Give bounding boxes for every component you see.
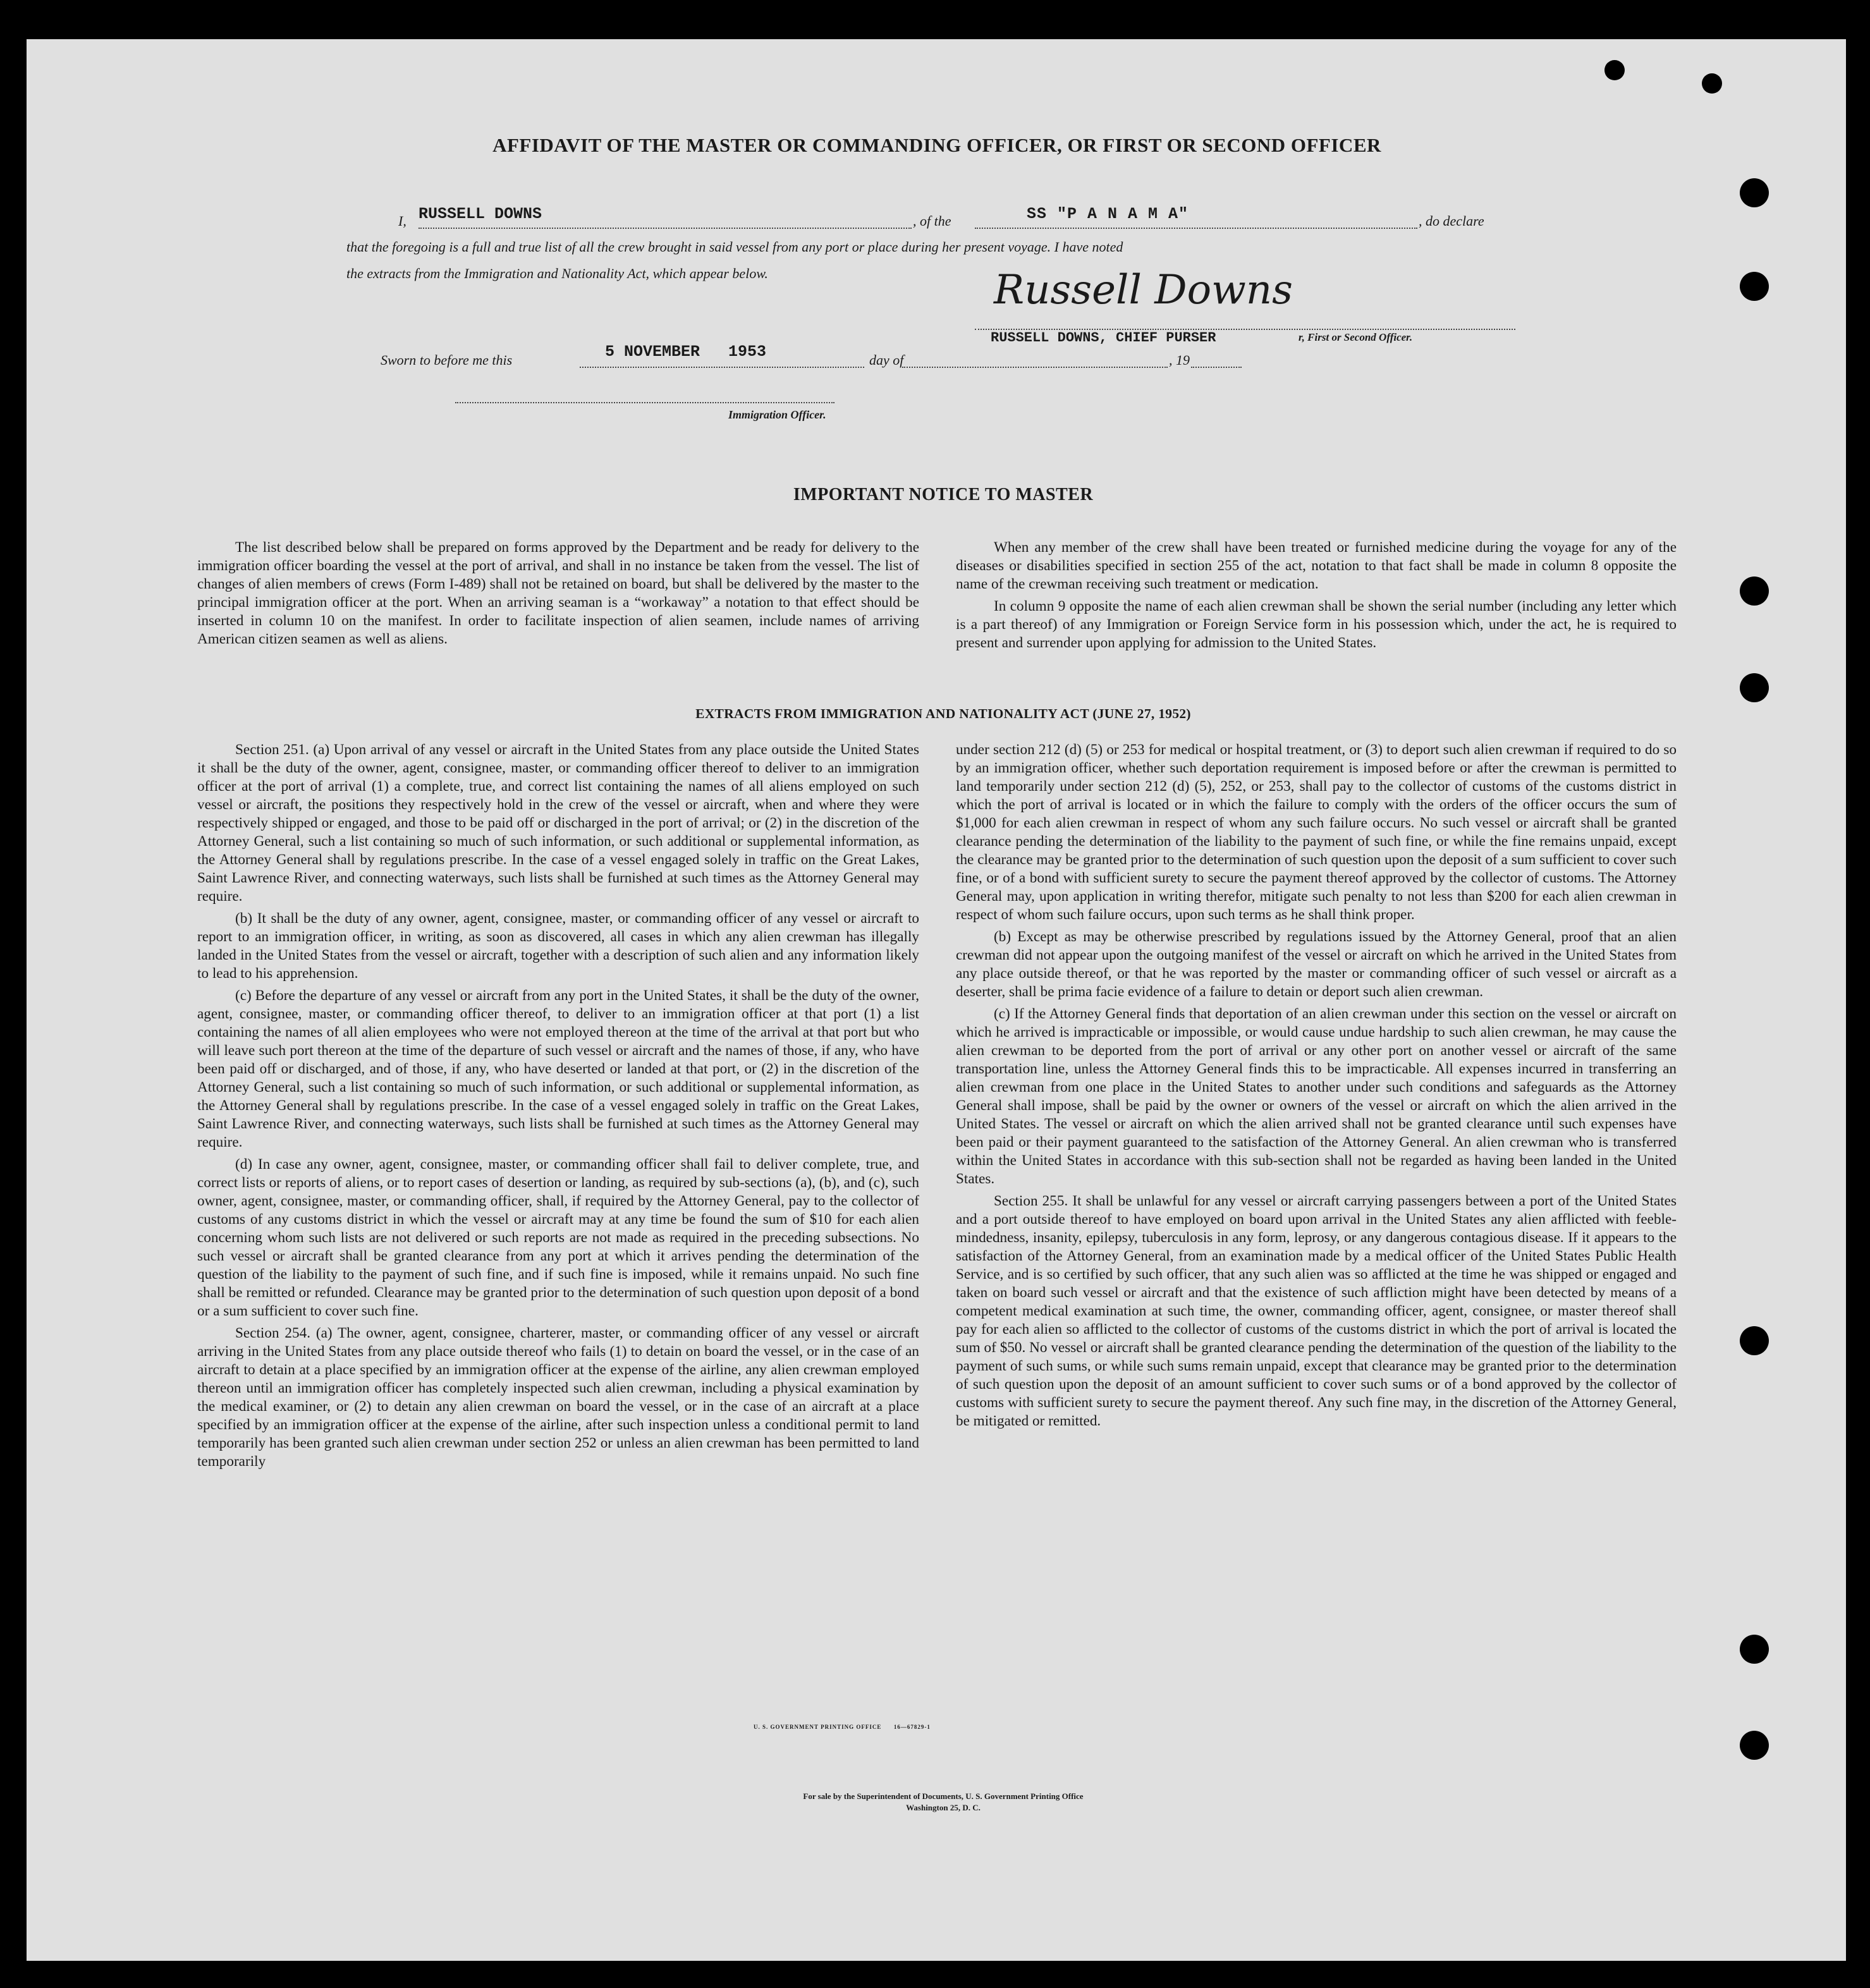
punch-hole bbox=[1702, 73, 1722, 94]
punch-hole bbox=[1740, 1731, 1769, 1760]
notice-left-paragraph: The list described below shall be prepared on forms approved by the Department and be ready for delivery to the immigration officer boarding the vessel at the port of arrival, and shall in no instance be taken from the vessel. The list of changes of alien members of crews (Form I-489) shall not be retained on board, but shall be delivered by the master to the principal immigration officer at the port. When an arriving seaman is a “workaway” a notation to that effect should be inserted in column 10 on the manifest. In order to facilitate inspection of alien seamen, include names of arriving American citizen seamen as well as aliens. bbox=[197, 539, 919, 647]
sale-line-1: For sale by the Superintendent of Documents, U. S. Government Printing Office bbox=[803, 1791, 1084, 1801]
vessel-name: SS "P A N A M A" bbox=[1027, 205, 1189, 223]
notice-right-paragraph-2: In column 9 opposite the name of each alien crewman shall be shown the serial number (including any letter which is a part thereof) of any Immigration or Foreign Service form in his possession which, under the act, he is required to present and surrender upon applying for admission to the United States. bbox=[956, 598, 1677, 651]
i-label: I, bbox=[398, 213, 406, 229]
declare-label: , do declare bbox=[1419, 213, 1484, 229]
printing-office-code: U. S. GOVERNMENT PRINTING OFFICE 16—67829-1 bbox=[754, 1724, 931, 1730]
notice-title: IMPORTANT NOTICE TO MASTER bbox=[793, 485, 1094, 504]
statement-line-2: the extracts from the Immigration and Nationality Act, which appear below. bbox=[346, 265, 768, 281]
section-255: Section 255. It shall be unlawful for any vessel or aircraft carrying passengers between a port of the United States and a port outside thereof to have employed on board upon arrival in the United States any alien afflicted with feeble-mindedness, insanity, epilepsy, tuberculosis in any form, leprosy, or any dangerous contagious disease. If it appears to the satisfaction of the Attorney General, from an examination made by a medical officer of the United States Public Health Service, and is so certified by such officer, that any such alien was so afflicted at the time he was shipped or engaged and taken on board such vessel or aircraft and that the existence of such affliction might have been detected by means of a competent medical examination at such time, the owner, commanding officer, agent, consignee, or master thereof shall pay for each alien so afflicted to the collector of customs of the customs district in which the port of arrival is located the sum of $50. No vessel or aircraft shall be granted clearance pending the determination of the question of the liability to the payment of such sums, or while such sums remain unpaid, except that clearance may be granted prior to the determination of such question upon the deposit of an amount sufficient to cover such sums or of a bond approved by the collector of customs with sufficient surety to secure the payment thereof. Any such fine may, in the discretion of the Attorney General, be mitigated or remitted. bbox=[956, 1193, 1677, 1429]
signature: Russell Downs bbox=[994, 267, 1293, 314]
punch-hole bbox=[1740, 272, 1769, 301]
notice-right-paragraph-1: When any member of the crew shall have been treated or furnished medicine during the voyage for any of the diseases or disabilities specified in section 255 of the act, notation to that fact shall be made in column 8 opposite the name of the crewman receiving such treatment or medication. bbox=[956, 539, 1677, 592]
month-line bbox=[902, 367, 1168, 368]
extracts-right-column bbox=[956, 741, 1677, 1434]
punch-hole bbox=[1604, 60, 1625, 80]
day-of-label: day of bbox=[869, 352, 904, 368]
punch-hole bbox=[1740, 576, 1769, 606]
master-name: RUSSELL DOWNS bbox=[419, 205, 542, 223]
vessel-line bbox=[975, 228, 1417, 229]
sale-line-2: Washington 25, D. C. bbox=[906, 1803, 981, 1812]
year-line bbox=[1191, 367, 1242, 368]
section-254-a: Section 254. (a) The owner, agent, consignee, charterer, master, or commanding officer of any vessel or aircraft arriving in the United States from any place outside thereof who fails (1) to detain on board the vessel, or in the case of an aircraft to detain at a place specified by an immigration officer at the expense of the airline, any alien crewman employed thereon until an immigration officer has completely inspected such alien crewman, including a physical examination by the medical examiner, or (2) to detain any alien crewman on board the vessel, or in the case of an aircraft at a place specified by an immigration officer at the expense of the airline, after such inspection unless a conditional permit to land temporarily has been granted such alien crewman under section 252 or unless an alien crewman has been permitted to land temporarily bbox=[197, 1325, 919, 1470]
punch-hole bbox=[1740, 1326, 1769, 1355]
extracts-left-column bbox=[197, 741, 919, 1475]
section-254-b: (b) Except as may be otherwise prescribed by regulations issued by the Attorney General, proof that an alien crewman did not appear upon the outgoing manifest of the vessel or aircraft on which he arrived in the United States from any place outside thereof, or that he was reported by the master or commanding officer of such vessel or aircraft as a deserter, shall be prima facie evidence of a failure to detain or deport such alien crewman. bbox=[956, 929, 1677, 1000]
section-254-c: (c) If the Attorney General finds that deportation of an alien crewman under this section on the vessel or aircraft on which he arrived is impracticable or impossible, or would cause undue hardship to such alien crewman, he may cause the alien crewman to be deported from the port of arrival or any other port on another vessel or aircraft of the same transportation line, unless the Attorney General finds this to be impracticable. All expenses incurred in transferring an alien crewman from one place in the United States to another under such conditions and safeguards as the Attorney General shall impose, shall be paid by the owner or owners of the vessel or aircraft on which the alien arrived in the United States. The vessel or aircraft on which the alien arrived shall not be granted clearance until such expenses have been paid or their payment guaranteed to the satisfaction of the Attorney General. An alien crewman who is transferred within the United States in accordance with this sub-section shall not be regarded as having been landed in the United States. bbox=[956, 1006, 1677, 1187]
statement-line-1: that the foregoing is a full and true list of all the crew brought in said vessel from any port or place during her present voyage. I have noted bbox=[346, 239, 1123, 255]
document-page bbox=[27, 39, 1846, 1961]
section-251-d: (d) In case any owner, agent, consignee, master, or commanding officer shall fail to deliver complete, true, and correct lists or reports of aliens, or to report cases of desertion or landing, as required by sub-sections (a), (b), and (c), such owner, agent, consignee, master, or commanding officer, shall, if required by the Attorney General, pay to the collector of customs of any customs district in which the vessel or aircraft may at any time be found the sum of $10 for each alien concerning whom such lists are not delivered or such reports are not made as required in the preceding subsections. No such vessel or aircraft shall be granted clearance from any port at which it arrives pending the determination of the question of the liability to the payment of such fine, and if such fine is imposed, while it remains unpaid. No such fine shall be remitted or refunded. Clearance may be granted prior to the determination of such question upon deposit of a bond or a sum sufficient to cover such fine. bbox=[197, 1156, 919, 1319]
punch-hole bbox=[1740, 673, 1769, 702]
of-the-label: , of the bbox=[913, 213, 951, 229]
section-251-c: (c) Before the departure of any vessel or aircraft from any port in the United States, it shall be the duty of the owner, agent, consignee, master, or commanding officer thereof, to deliver to an immigration officer at that port (1) a list containing the names of all alien employees who were not employed thereon at the time of the arrival at that port but who will leave such port thereon at the time of the departure of such vessel or aircraft and the names of those, if any, who have been paid off or discharged, and of those, if any, who have deserted or landed at that port, or (2) in the discretion of the Attorney General, such a list containing so much of such information, or such additional or supplemental information, as the Attorney General shall by regulations prescribe. In the case of a vessel engaged solely in traffic on the Great Lakes, Saint Lawrence River, and connecting waterways, such lists shall be furnished at such times as the Attorney General may require. bbox=[197, 987, 919, 1150]
signer-typed: RUSSELL DOWNS, CHIEF PURSER bbox=[991, 330, 1216, 346]
notice-right-column bbox=[956, 539, 1677, 656]
officer-label: Immigration Officer. bbox=[728, 408, 826, 421]
punch-hole bbox=[1740, 1635, 1769, 1664]
section-254-a-continued: under section 212 (d) (5) or 253 for medical or hospital treatment, or (3) to deport such alien crewman if required to do so by an immigration officer, whether such deportation requirement is imposed before or after the crewman is permitted to land temporarily under section 212 (d) (5), 252, or 253, shall pay to the collector of customs of the customs district in which the port of arrival is located or in which the failure to comply with the orders of the officer occurs the sum of $1,000 for each alien crewman in respect of whom any such failure occurs. No such vessel or aircraft shall be granted clearance pending the determination of the liability to the payment of such fine, or while the fine remains unpaid, except the clearance may be granted prior to the determination of such question upon the deposit of a sum sufficient to cover such fine, or of a bond with sufficient surety to secure the payment thereof approved by the collector of customs. The Attorney General may, upon application in writing therefor, mitigate such penalty to not less than $200 for each alien crewman in respect of whom such failure occurs, upon such terms as he shall think proper. bbox=[956, 741, 1677, 923]
section-251-b: (b) It shall be the duty of any owner, agent, consignee, master, or commanding officer of any vessel or aircraft to report to an immigration officer, in writing, as soon as discovered, all cases in which any alien crewman has illegally landed in the United States from the vessel or aircraft, together with a description of such alien and any information likely to lead to his apprehension. bbox=[197, 910, 919, 982]
sworn-date-line bbox=[580, 367, 864, 368]
sworn-date: 5 NOVEMBER 1953 bbox=[605, 343, 767, 361]
punch-hole bbox=[1740, 178, 1769, 207]
section-251-a: Section 251. (a) Upon arrival of any vessel or aircraft in the United States from any place outside the United States it shall be the duty of the owner, agent, consignee, master, or commanding officer thereof to deliver to an immigration officer at the port of arrival (1) a complete, true, and correct list containing the names of all aliens employed on such vessel or aircraft, the positions they respectively hold in the crew of the vessel or aircraft, when and where they were respectively shipped or engaged, and those to be paid off or discharged in the port of arrival; or (2) in the discretion of the Attorney General, such a list containing so much of such information, or such additional or supplemental information, as the Attorney General shall by regulations prescribe. In the case of a vessel engaged solely in traffic on the Great Lakes, Saint Lawrence River, and connecting waterways, such lists shall be furnished at such times as the Attorney General may require. bbox=[197, 741, 919, 905]
officer-line bbox=[455, 402, 834, 403]
name-line bbox=[419, 228, 912, 229]
extracts-title: EXTRACTS FROM IMMIGRATION AND NATIONALITY ACT (JUNE 27, 1952) bbox=[695, 706, 1191, 721]
signer-role-label: r, First or Second Officer. bbox=[1299, 331, 1413, 343]
year-label: , 19 bbox=[1169, 352, 1190, 368]
affidavit-title: AFFIDAVIT OF THE MASTER OR COMMANDING OFFICER, OR FIRST OR SECOND OFFICER bbox=[492, 134, 1381, 156]
notice-left-column bbox=[197, 539, 919, 652]
sworn-label: Sworn to before me this bbox=[381, 352, 513, 368]
